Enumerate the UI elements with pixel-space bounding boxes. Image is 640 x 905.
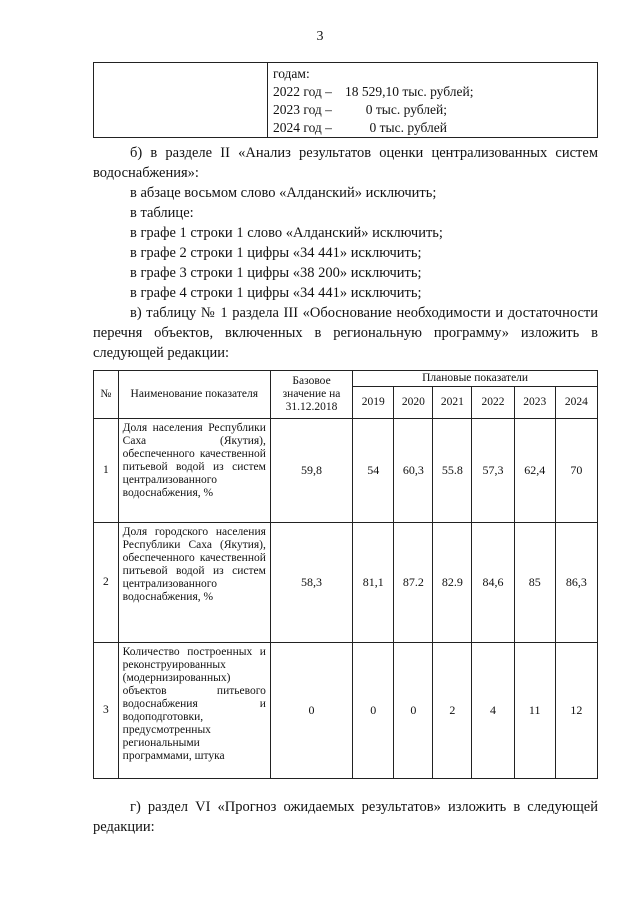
row-value: 60,3: [394, 419, 433, 523]
row-base: 59,8: [270, 419, 352, 523]
paragraph-col4: в графе 4 строки 1 цифры «34 441» исключить;: [130, 285, 422, 301]
indicators-table: [93, 370, 598, 779]
row-base: 58,3: [270, 523, 352, 643]
header-base: Базовое значение на 31.12.2018: [270, 371, 352, 419]
paragraph-g-line2: редакции:: [93, 819, 155, 835]
row-num: 1: [94, 419, 119, 523]
row-value: 57,3: [472, 419, 514, 523]
funding-year: 2022 год –: [273, 84, 332, 99]
header-planned: Плановые показатели: [353, 371, 598, 387]
header-year: 2019: [353, 387, 394, 419]
paragraph-b: [93, 143, 598, 363]
row-name: Доля городского населения Республики Саха (Якутия), обеспеченного качественной питьевой водой из систем централизованного водоснабжения, %: [118, 523, 270, 643]
header-num: №: [94, 371, 119, 419]
funding-row: [273, 101, 447, 119]
funding-year: 2023 год –: [273, 102, 332, 117]
continuation-table: [93, 62, 598, 138]
paragraph-b-line2: водоснабжения»:: [93, 165, 199, 181]
row-value: 11: [514, 643, 555, 779]
row-name: Количество построенных и реконструированных (модернизированных) объектов питьевого водоснабжения и водоподготовки, предусмотренных региональными программами, штука: [118, 643, 270, 779]
funding-row: [273, 83, 474, 101]
table-row: [94, 419, 598, 523]
row-value: 54: [353, 419, 394, 523]
row-value: 70: [555, 419, 597, 523]
row-num: 2: [94, 523, 119, 643]
row-value: 84,6: [472, 523, 514, 643]
row-value: 2: [433, 643, 472, 779]
row-name: Доля населения Республики Саха (Якутия), обеспеченного качественной питьевой водой из систем централизованного водоснабжения, %: [118, 419, 270, 523]
header-year: 2024: [555, 387, 597, 419]
table-row: [94, 523, 598, 643]
paragraph-col2: в графе 2 строки 1 цифры «34 441» исключить;: [130, 245, 422, 261]
paragraph-b-line1: б) в разделе II «Анализ результатов оценки централизованных систем: [130, 145, 598, 161]
header-year: 2022: [472, 387, 514, 419]
row-value: 4: [472, 643, 514, 779]
header-year: 2021: [433, 387, 472, 419]
paragraph-g: [93, 797, 598, 837]
row-value: 55.8: [433, 419, 472, 523]
paragraph-col1: в графе 1 строки 1 слово «Алданский» исключить;: [130, 225, 443, 241]
row-value: 12: [555, 643, 597, 779]
row-value: 87.2: [394, 523, 433, 643]
row-value: 82.9: [433, 523, 472, 643]
row-value: 62,4: [514, 419, 555, 523]
funding-amount: 0 тыс. рублей: [369, 120, 447, 135]
paragraph-v-line2: перечня объектов, включенных в региональную программу» изложить в: [93, 325, 598, 341]
row-value: 86,3: [555, 523, 597, 643]
row-num: 3: [94, 643, 119, 779]
paragraph-abzac: в абзаце восьмом слово «Алданский» исключить;: [130, 185, 437, 201]
funding-amount: 0 тыс. рублей;: [365, 102, 447, 117]
row-value: 81,1: [353, 523, 394, 643]
funding-amount: 18 529,10 тыс. рублей;: [345, 84, 474, 99]
funding-cell: [273, 65, 474, 137]
header-name: Наименование показателя: [118, 371, 270, 419]
row-value: 85: [514, 523, 555, 643]
row-value: 0: [394, 643, 433, 779]
paragraph-v-line1: в) таблицу № 1 раздела III «Обоснование необходимости и достаточности: [130, 305, 598, 321]
row-value: 0: [353, 643, 394, 779]
funding-row: [273, 119, 447, 137]
paragraph-g-line1: г) раздел VI «Прогноз ожидаемых результатов» изложить в следующей: [130, 799, 598, 815]
page-number: 3: [316, 29, 324, 44]
header-year: 2023: [514, 387, 555, 419]
paragraph-v-line3: следующей редакции:: [93, 345, 230, 361]
funding-label: годам:: [273, 66, 310, 81]
table-row: [94, 643, 598, 779]
column-divider: [267, 63, 268, 137]
paragraph-table: в таблице:: [130, 205, 194, 221]
header-year: 2020: [394, 387, 433, 419]
funding-year: 2024 год –: [273, 120, 332, 135]
paragraph-col3: в графе 3 строки 1 цифры «38 200» исключить;: [130, 265, 422, 281]
row-base: 0: [270, 643, 352, 779]
